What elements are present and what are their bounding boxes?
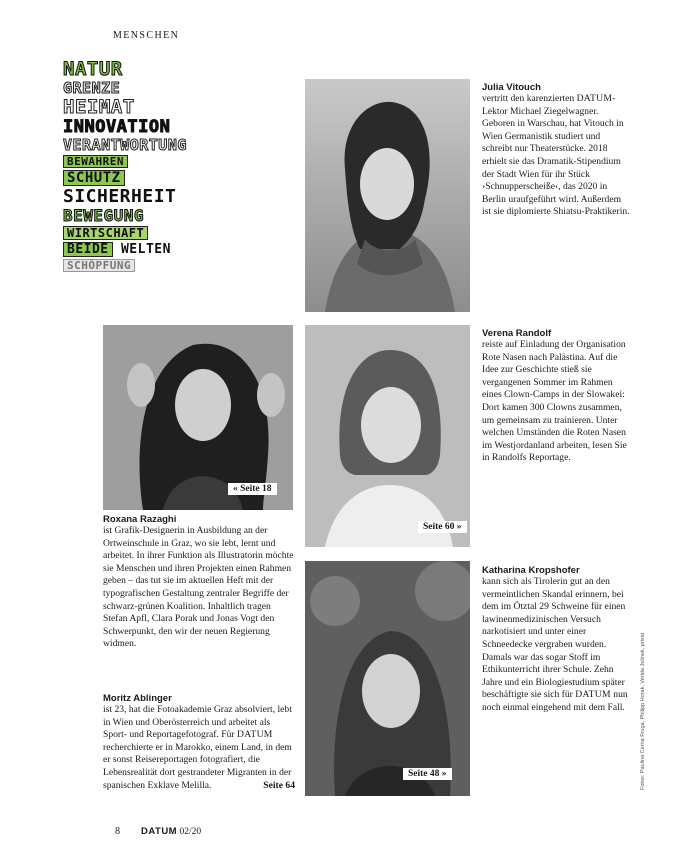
word-bewahren: BEWAHREN (63, 155, 128, 168)
word-wirtschaft: WIRTSCHAFT (63, 226, 148, 240)
katharina-name: Katharina Kropshofer (482, 565, 580, 576)
julia-name: Julia Vitouch (482, 82, 541, 93)
word-beide: BEIDE (63, 242, 113, 257)
magazine-issue: DATUM 02/20 (141, 826, 202, 837)
keyword-typography-art (63, 60, 223, 274)
photo-credit: Fotos: Paulina Cerna Fruga, Philipp Horak, Verida Jelinek, privat (640, 632, 646, 790)
word-welten: WELTEN (120, 242, 171, 257)
verena-bio: reiste auf Einladung der Organisation Rote Nasen nach Palästina. Auf die Idee zur Geschichte stieß sie vergangenen Sommer im Rahmen eines Clown-Camps in der Slowakei: Dort kamen 300 Clowns zusammen, um gemeinsam zu trainieren. Unter welchen Umständen die Roten Nasen im Westjordanland arbeiten, lesen Sie in Randolfs Reportage. (482, 339, 627, 464)
roxana-page-ref[interactable]: « Seite 18 (228, 483, 277, 495)
word-bewegung: BEWEGUNG (63, 206, 145, 225)
photo-verena-randolf (305, 325, 470, 547)
word-schutz: SCHUTZ (63, 170, 125, 186)
katharina-page-ref[interactable]: Seite 48 » (403, 768, 452, 780)
word-verantwortung: VERANTWORTUNG (63, 136, 187, 154)
moritz-page-ref[interactable]: Seite 64 (263, 779, 295, 791)
moritz-name: Moritz Ablinger (103, 693, 172, 704)
page-number: 8 (115, 826, 120, 837)
julia-bio: vertritt den karenzierten DATUM-Lektor Michael Ziegelwagner. Geboren in Warschau, hat Vitouch in Wien Germanistik studiert und schreibt nur Theaterstücke. 2018 erhielt sie das Dramatik-Stipendium der Stadt Wien für ihr Stück ›Schnupperscheiße‹, das 2020 in Berlin uraufgeführt wird. Außerdem ist sie diplomierte Shiatsu-Praktikerin. (482, 93, 630, 218)
word-heimat: HEIMAT (63, 96, 135, 118)
word-innovation: INNOVATION (63, 117, 171, 137)
roxana-bio: ist Grafik-Designerin in Ausbildung an der Ortweinschule in Graz, wo sie lebt, lernt und arbeitet. In ihrer Funktion als Illustratorin möchte sie Menschen und ihren Projekten einen Rahmen geben – das tut sie im aktuellen Heft mit der typografischen Gestaltung zentraler Begriffe der schwarz-grünen Koalition. Inhaltlich tragen Stefan Apfl, Clara Porak und Jonas Vogt den Schwerpunkt, den wir der neuen Regierung widmen. (103, 525, 294, 650)
word-natur: NATUR (63, 58, 123, 80)
roxana-name: Roxana Razaghi (103, 514, 177, 525)
photo-julia-vitouch (305, 79, 470, 312)
section-label: MENSCHEN (113, 30, 180, 41)
moritz-bio: ist 23, hat die Fotoakademie Graz absolviert, lebt in Wien und Oberösterreich und arbeitet als Sport- und Reportagefotograf. Für DATUM recherchierte er in Marokko, einem Land, in dem er sonst Reisereportagen fotografiert, die Lebensrealität dort gestrandeter Migranten in der spanischen Exklave Melilla. Seite 64 (103, 704, 295, 791)
photo-katharina-kropshofer (305, 561, 470, 796)
katharina-bio: kann sich als Tirolerin gut an den vermeintlichen Skandal erinnern, bei dem im Ötztal 29 Schweine für einen lawinenmedizinischen Versuch narkotisiert und unter einer Schneedecke vergraben wurden. Damals war das sogar Stoff im Ethikunterricht ihrer Schule. Zehn Jahre und ein Biologiestudium später beschäftigte sie sich für DATUM nun noch einmal eingehend mit dem Fall. (482, 576, 628, 713)
word-grenze: GRENZE (63, 79, 121, 97)
verena-name: Verena Randolf (482, 328, 552, 339)
word-sicherheit: SICHERHEIT (63, 186, 177, 207)
verena-page-ref[interactable]: Seite 60 » (418, 521, 467, 533)
word-schoepfung: SCHÖPFUNG (63, 259, 135, 272)
